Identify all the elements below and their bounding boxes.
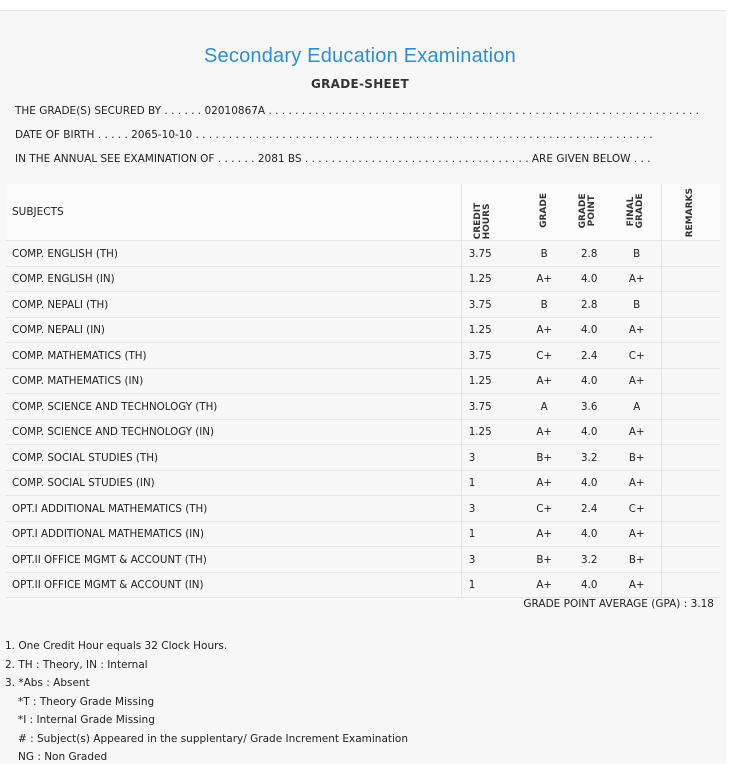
subject-cell: COMP. MATHEMATICS (TH) [6, 343, 461, 369]
credit-hours-cell: 1.25 [461, 419, 522, 445]
grade-point-cell: 3.6 [566, 394, 613, 420]
grade-cell: A+ [523, 470, 566, 496]
note-item: 3. *Abs : Absent [5, 677, 90, 689]
grade-point-cell: 2.8 [566, 292, 613, 318]
credit-hours-cell: 1 [461, 470, 522, 496]
table-row [6, 445, 720, 471]
credit-hours-cell: 3 [461, 496, 522, 522]
grade-cell: A+ [523, 266, 566, 292]
table-row [6, 241, 720, 267]
remarks-cell [661, 317, 720, 343]
final-grade-cell: A [613, 394, 662, 420]
grade-point-cell: 4.0 [566, 317, 613, 343]
final-grade-cell: A+ [613, 470, 662, 496]
remarks-cell [661, 266, 720, 292]
final-grade-cell: A+ [613, 572, 662, 598]
grade-cell: A+ [523, 419, 566, 445]
remarks-cell [661, 368, 720, 394]
grade-cell: A+ [523, 317, 566, 343]
subject-cell: OPT.II OFFICE MGMT & ACCOUNT (TH) [6, 547, 461, 573]
subject-cell: COMP. NEPALI (TH) [6, 292, 461, 318]
subject-cell: OPT.I ADDITIONAL MATHEMATICS (TH) [6, 496, 461, 522]
grades-table-body [6, 241, 720, 598]
subject-cell: COMP. NEPALI (IN) [6, 317, 461, 343]
grade-point-cell: 4.0 [566, 419, 613, 445]
table-row [6, 521, 720, 547]
subject-cell: COMP. SCIENCE AND TECHNOLOGY (TH) [6, 394, 461, 420]
credit-hours-cell: 3.75 [461, 343, 522, 369]
header-grade: GRADE [538, 193, 549, 229]
table-row [6, 496, 720, 522]
header-remarks: REMARKS [685, 188, 696, 238]
credit-hours-cell: 1.25 [461, 368, 522, 394]
grades-table [6, 184, 720, 598]
remarks-cell [661, 445, 720, 471]
grade-cell: C+ [523, 343, 566, 369]
subject-cell: COMP. SOCIAL STUDIES (IN) [6, 470, 461, 496]
credit-hours-cell: 1 [461, 572, 522, 598]
credit-hours-cell: 3.75 [461, 241, 522, 267]
secured-by-line: THE GRADE(S) SECURED BY . . . . . . 02010867A . . . . . . . . . . . . . . . . . . . . . . . . . . . . . . . . . . . . . . . . . . . . . . . . . . . . . . . . . . . . . . . . . [15, 105, 700, 117]
remarks-cell [661, 572, 720, 598]
subject-cell: COMP. MATHEMATICS (IN) [6, 368, 461, 394]
notes-section [5, 637, 408, 767]
grade-cell: A+ [523, 521, 566, 547]
credit-hours-cell: 1.25 [461, 266, 522, 292]
table-row [6, 470, 720, 496]
grade-point-cell: 4.0 [566, 368, 613, 394]
grade-point-cell: 2.4 [566, 496, 613, 522]
table-row [6, 292, 720, 318]
note-item: NG : Non Graded [18, 751, 108, 763]
remarks-cell [661, 394, 720, 420]
note-item: 2. TH : Theory, IN : Internal [5, 658, 148, 671]
remarks-cell [661, 521, 720, 547]
final-grade-cell: B+ [613, 547, 662, 573]
note-item: *I : Internal Grade Missing [18, 714, 155, 726]
remarks-cell [661, 547, 720, 573]
grade-point-cell: 3.2 [566, 547, 613, 573]
table-row [6, 572, 720, 598]
subject-cell: COMP. ENGLISH (IN) [6, 266, 461, 292]
remarks-cell [661, 241, 720, 267]
remarks-cell [661, 343, 720, 369]
grade-cell: B [523, 241, 566, 267]
table-row [6, 394, 720, 420]
grade-point-cell: 3.2 [566, 445, 613, 471]
exam-line: IN THE ANNUAL SEE EXAMINATION OF . . . . . . 2081 BS . . . . . . . . . . . . . . . . . . . . . . . . . . . . . . . . . . ARE GIVEN BELOW . . . [15, 153, 651, 165]
header-credit-hours: CREDIT HOURS [472, 202, 492, 239]
grade-cell: C+ [523, 496, 566, 522]
final-grade-cell: C+ [613, 343, 662, 369]
table-row [6, 547, 720, 573]
grade-point-cell: 4.0 [566, 572, 613, 598]
table-row [6, 266, 720, 292]
credit-hours-cell: 1 [461, 521, 522, 547]
subject-cell: OPT.I ADDITIONAL MATHEMATICS (IN) [6, 521, 461, 547]
final-grade-cell: B [613, 292, 662, 318]
final-grade-cell: A+ [613, 317, 662, 343]
note-item: 1. One Credit Hour equals 32 Clock Hours. [5, 640, 228, 652]
final-grade-cell: A+ [613, 368, 662, 394]
credit-hours-cell: 3.75 [461, 394, 522, 420]
page-subtitle: GRADE-SHEET [310, 77, 410, 91]
remarks-cell [661, 419, 720, 445]
gpa-summary: GRADE POINT AVERAGE (GPA) : 3.18 [523, 598, 714, 610]
credit-hours-cell: 3 [461, 445, 522, 471]
grade-cell: B+ [523, 547, 566, 573]
grade-point-cell: 2.4 [566, 343, 613, 369]
final-grade-cell: C+ [613, 496, 662, 522]
grade-cell: A+ [523, 368, 566, 394]
subject-cell: COMP. SOCIAL STUDIES (TH) [6, 445, 461, 471]
grade-point-cell: 4.0 [566, 470, 613, 496]
grade-point-cell: 4.0 [566, 521, 613, 547]
credit-hours-cell: 1.25 [461, 317, 522, 343]
grade-point-cell: 2.8 [566, 241, 613, 267]
final-grade-cell: A+ [613, 419, 662, 445]
grade-sheet [0, 10, 726, 764]
remarks-cell [661, 292, 720, 318]
remarks-cell [661, 496, 720, 522]
grade-cell: A [523, 394, 566, 420]
subject-cell: OPT.II OFFICE MGMT & ACCOUNT (IN) [6, 572, 461, 598]
date-of-birth-line: DATE OF BIRTH . . . . . 2065-10-10 . . . . . . . . . . . . . . . . . . . . . . . . . . . . . . . . . . . . . . . . . . . . . . . . . . . . . . . . . . . . . . . . . . . . . [15, 129, 653, 141]
final-grade-cell: B [613, 241, 662, 267]
note-item: *T : Theory Grade Missing [18, 695, 155, 708]
subject-cell: COMP. ENGLISH (TH) [6, 241, 461, 267]
note-item: # : Subject(s) Appeared in the supplentary/ Grade Increment Examination [18, 732, 408, 745]
table-header-row [6, 184, 720, 241]
final-grade-cell: B+ [613, 445, 662, 471]
header-final-grade: FINAL GRADE [625, 193, 645, 229]
credit-hours-cell: 3.75 [461, 292, 522, 318]
final-grade-cell: A+ [613, 266, 662, 292]
table-row [6, 343, 720, 369]
grade-point-cell: 4.0 [566, 266, 613, 292]
remarks-cell [661, 470, 720, 496]
grade-cell: B+ [523, 445, 566, 471]
final-grade-cell: A+ [613, 521, 662, 547]
subject-cell: COMP. SCIENCE AND TECHNOLOGY (IN) [6, 419, 461, 445]
grade-cell: A+ [523, 572, 566, 598]
table-row [6, 368, 720, 394]
header-subjects: SUBJECTS [6, 184, 461, 241]
page-title: Secondary Education Examination [204, 45, 516, 67]
credit-hours-cell: 3 [461, 547, 522, 573]
table-row [6, 419, 720, 445]
header-grade-point: GRADE POINT [578, 193, 598, 229]
grade-cell: B [523, 292, 566, 318]
table-row [6, 317, 720, 343]
